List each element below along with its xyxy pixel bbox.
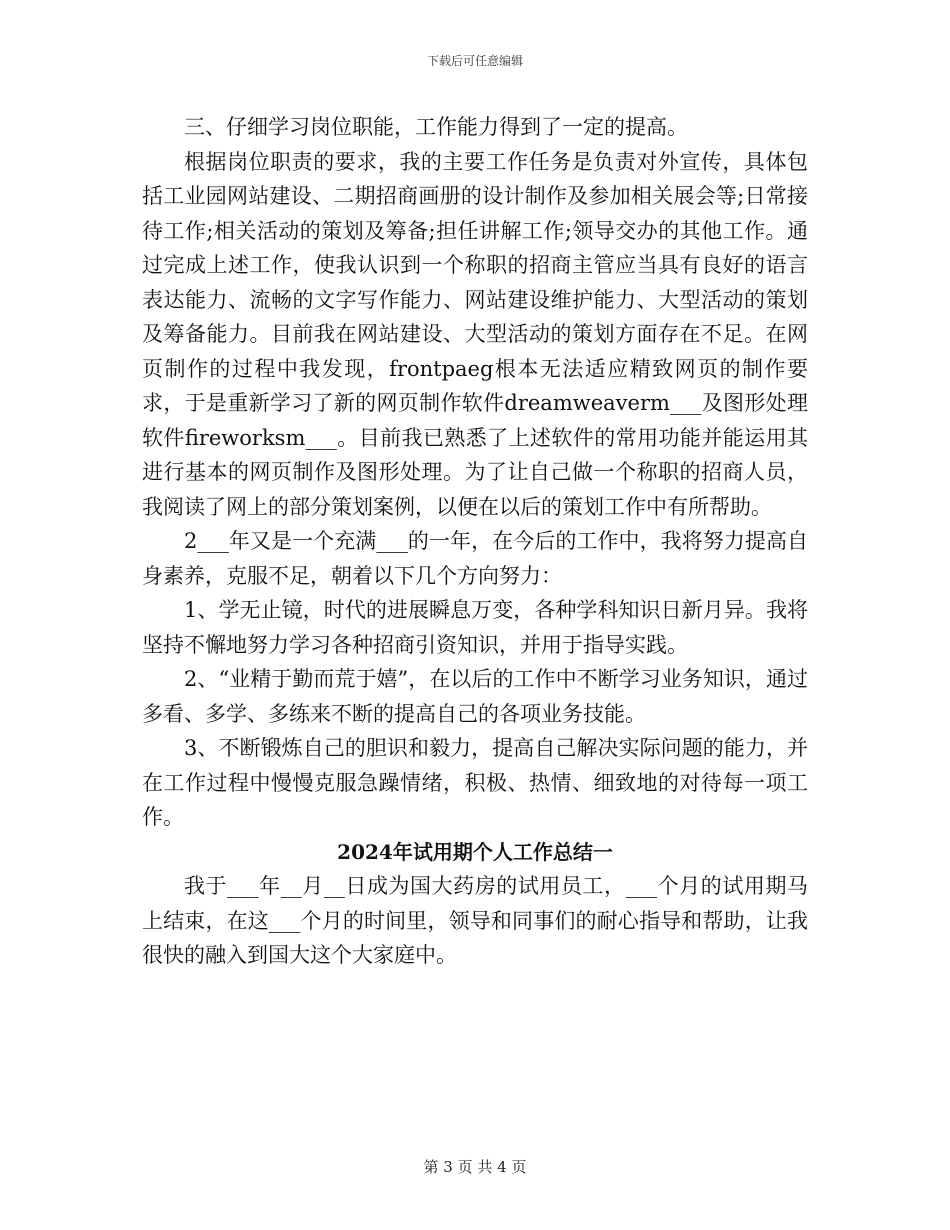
section-title: 2024年试用期个人工作总结一 xyxy=(337,839,613,864)
paragraph-goal-3: 3、不断锻炼自己的胆识和毅力，提高自己解决实际问题的能力，并在工作过程中慢慢克服急躁情绪，积极、热情、细致地的对待每一项工作。 xyxy=(142,736,808,829)
paragraph-job-duties: 根据岗位职责的要求，我的主要工作任务是负责对外宣传，具体包括工业园网站建设、二期招商画册的设计制作及参加相关展会等;日常接待工作;相关活动的策划及筹备;担任讲解工作;领导交办的其他工作。通过完成上述工作，使我认识到一个称职的招商主管应当具有良好的语言表达能力、流畅的文字写作能力、网站建设维护能力、大型活动的策划及筹备能力。目前我在网站建设、大型活动的策划方面存在不足。在网页制作的过程中我发现，frontpaeg根本无法适应精致网页的制作要求，于是重新学习了新的网页制作软件dreamweaverm___及图形处理软件fireworksm___。目前我已熟悉了上述软件的常用功能并能运用其进行基本的网页制作及图形处理。为了让自己做一个称职的招商人员，我阅读了网上的部分策划案例，以便在以后的策划工作中有所帮助。 xyxy=(142,149,808,519)
paragraph-next-year-plan: 2___年又是一个充满___的一年，在今后的工作中，我将努力提高自身素养，克服不足，朝着以下几个方向努力： xyxy=(142,529,808,588)
paragraph-goal-2: 2、“业精于勤而荒于嬉”，在以后的工作中不断学习业务知识，通过多看、多学、多练来不断的提高自己的各项业务技能。 xyxy=(142,667,808,726)
paragraph-probation-intro: 我于___年__月__日成为国大药房的试用员工，___个月的试用期马上结束，在这___个月的时间里，领导和同事们的耐心指导和帮助，让我很快的融入到国大这个大家庭中。 xyxy=(142,874,808,967)
paragraph-section-three: 三、仔细学习岗位职能，工作能力得到了一定的提高。 xyxy=(184,115,688,139)
page-number: 第 3 页 共 4 页 xyxy=(423,1158,527,1176)
page-header: 下载后可任意编辑 xyxy=(426,54,523,68)
document-body xyxy=(142,110,808,973)
paragraph-goal-1: 1、学无止镜，时代的进展瞬息万变，各种学科知识日新月异。我将坚持不懈地努力学习各种招商引资知识，并用于指导实践。 xyxy=(142,598,808,657)
